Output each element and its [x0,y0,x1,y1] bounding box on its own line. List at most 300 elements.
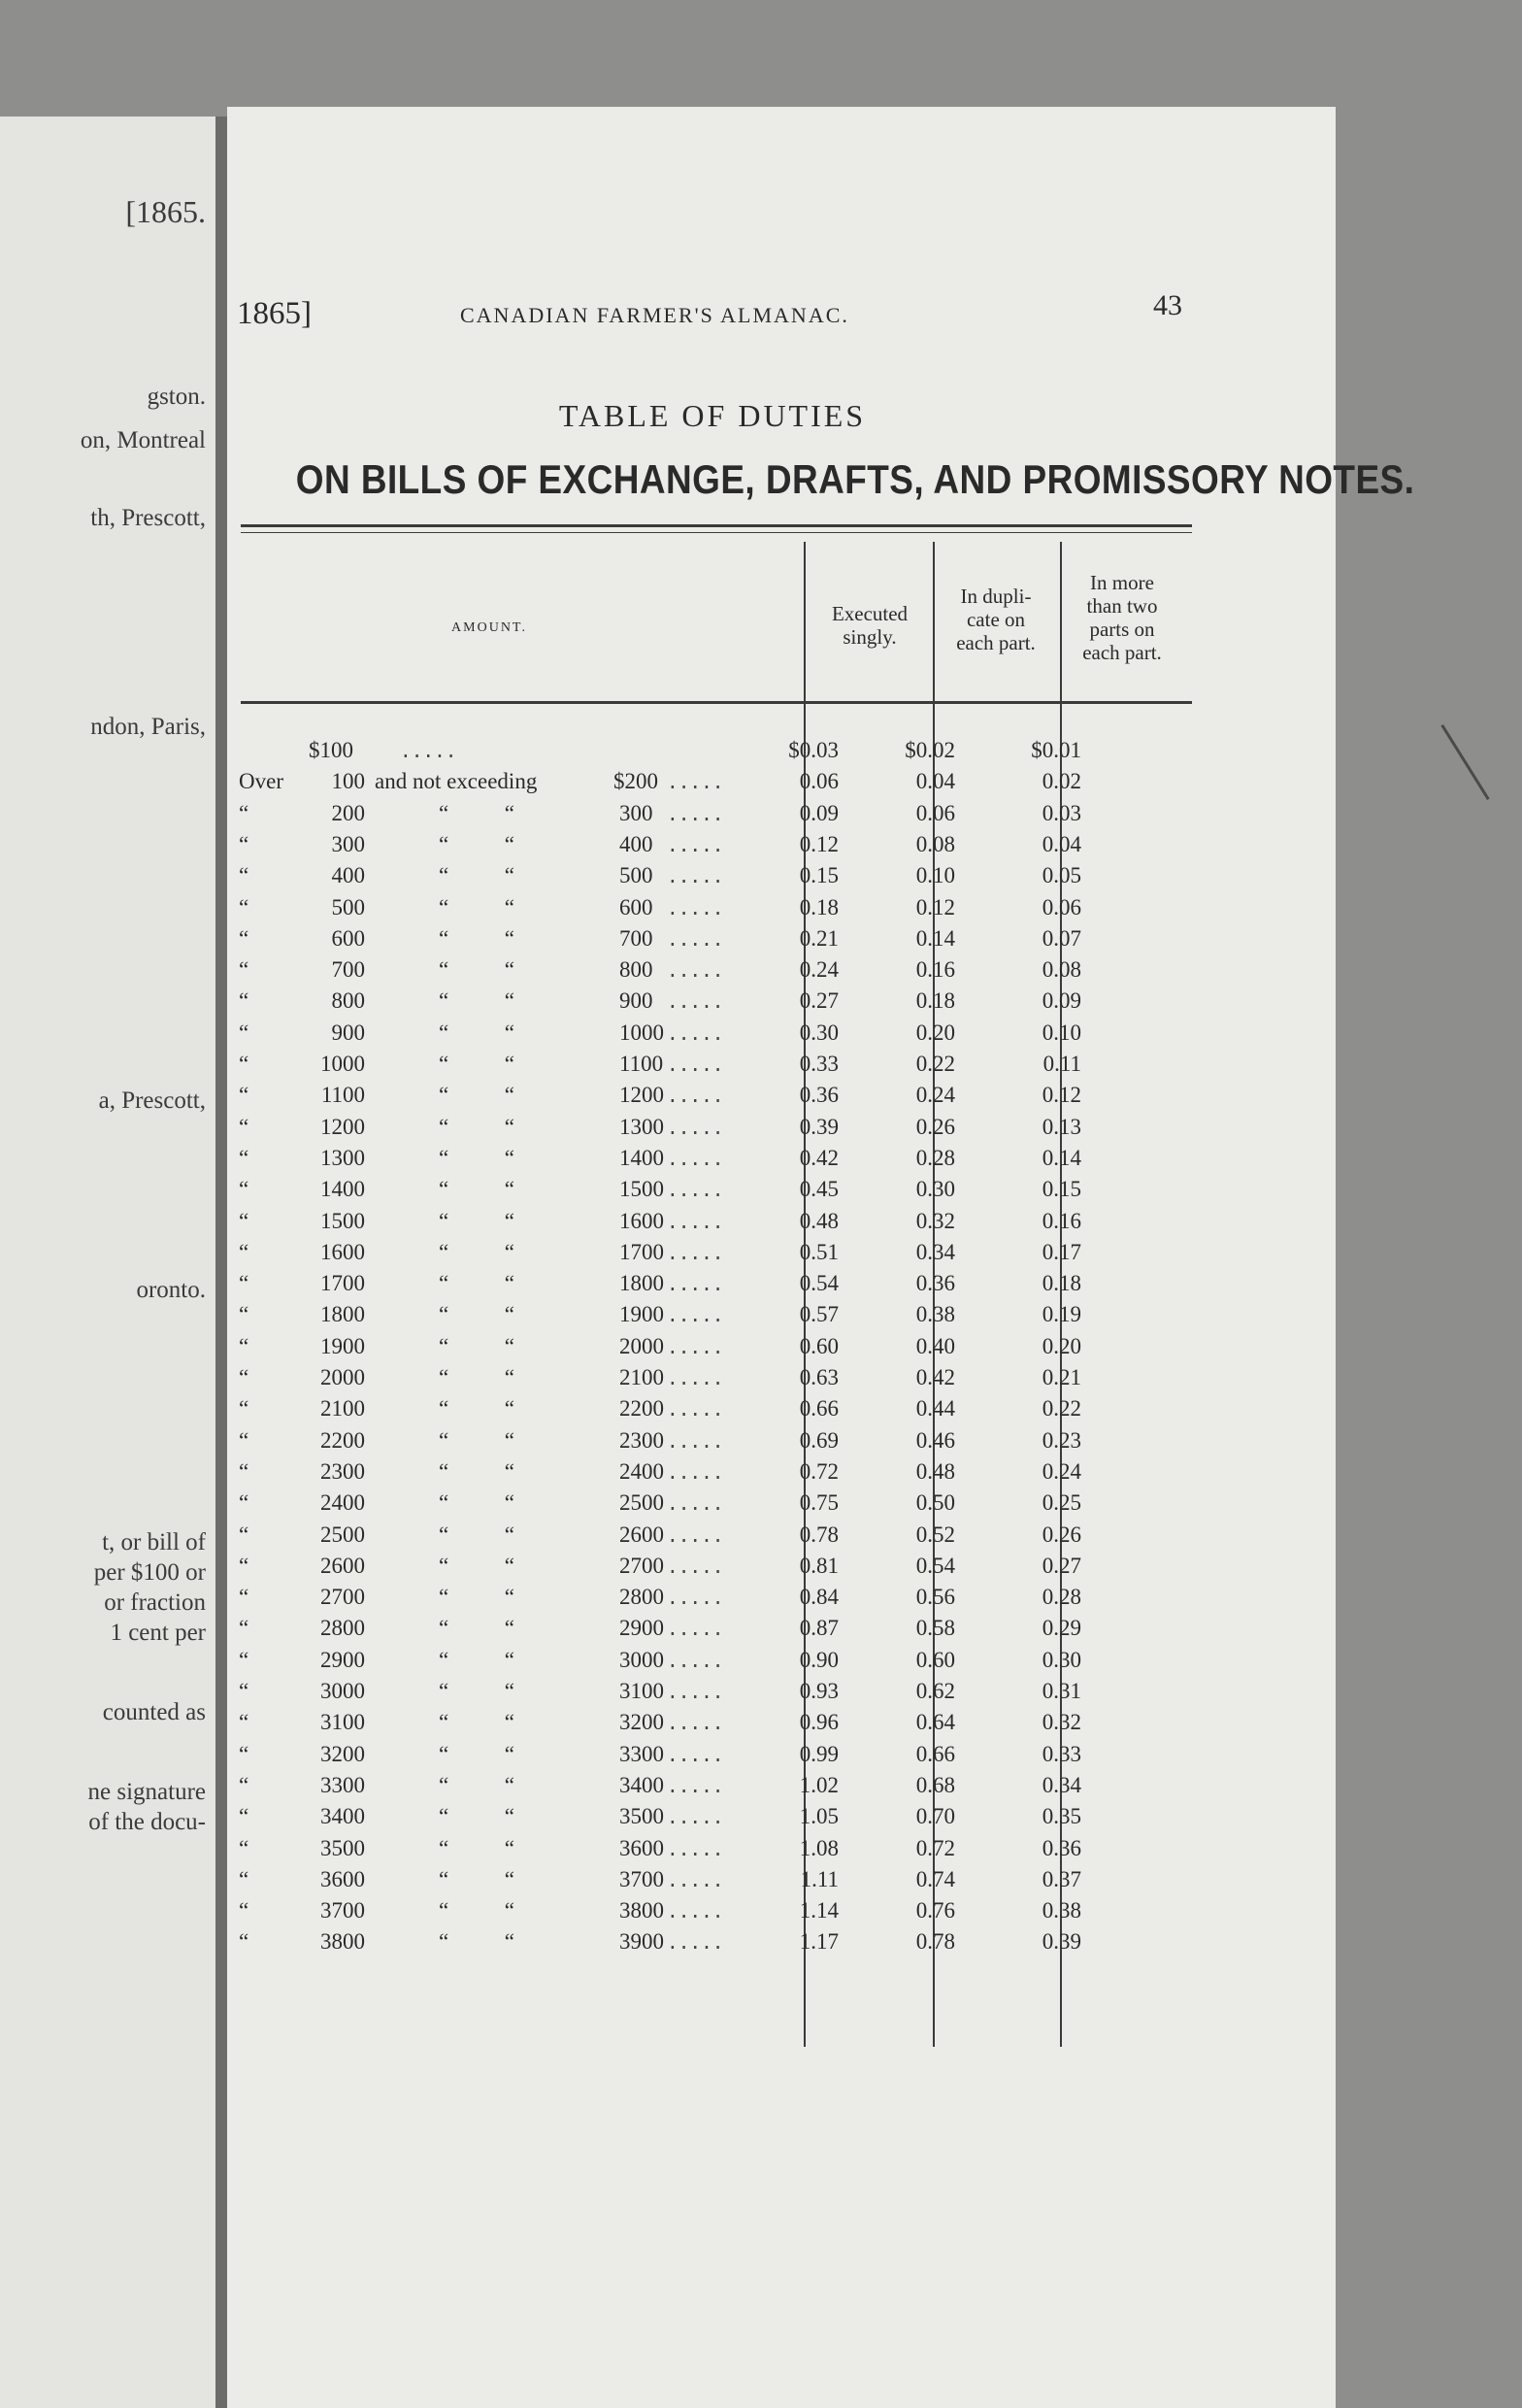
row-duty-single: 0.12 [799,831,839,856]
row-duty-more: 0.24 [1042,1458,1081,1484]
row-duty-single: 0.87 [799,1616,839,1641]
table-row [227,1083,1336,1114]
table-row [227,895,1336,926]
row-duty-more: 0.16 [1042,1208,1081,1233]
row-connector: “ “ [439,1365,514,1389]
table-row [227,1490,1336,1522]
row-duty-duplicate: 0.20 [915,1020,955,1045]
dot-leader: ․․․․․ [402,738,459,762]
table-row [227,1240,1336,1271]
row-duty-duplicate: 0.70 [915,1804,955,1829]
row-amount-from: $100 [309,738,353,762]
row-connector: “ “ [439,1866,514,1891]
dot-leader: ․․․․․ [669,925,726,951]
row-connector: “ “ [439,1679,514,1703]
row-connector: “ “ [439,1302,514,1327]
row-amount-to: 3000 [619,1647,664,1672]
row-connector: “ “ [439,988,514,1014]
row-connector: “ “ [439,1239,514,1264]
row-amount-from: 3400 [320,1804,365,1829]
row-prefix: “ [239,957,249,983]
facing-page-line: th, Prescott, [90,505,206,531]
dot-leader: ․․․․․ [669,1302,726,1327]
facing-page-line: of the docu- [88,1809,206,1835]
header-top-rule [241,524,1192,527]
row-duty-more: $0.01 [1031,738,1081,762]
row-amount-from: 2500 [320,1522,365,1547]
row-duty-duplicate: 0.76 [915,1898,955,1923]
row-duty-single: 0.63 [799,1365,839,1389]
row-amount-to: 3900 [619,1929,664,1955]
column-header-single: Executed singly. [831,602,909,649]
row-duty-single: 0.33 [799,1052,839,1076]
table-row [227,832,1336,863]
dot-leader: ․․․․․ [669,1929,726,1955]
row-prefix: “ [239,988,249,1014]
table-row [227,1020,1336,1052]
row-duty-duplicate: 0.28 [915,1145,955,1170]
row-duty-single: 0.96 [799,1710,839,1735]
dot-leader: ․․․․․ [669,1208,726,1233]
dot-leader: ․․․․․ [669,1114,726,1139]
row-duty-duplicate: 0.14 [915,925,955,951]
row-amount-to: 1500 [619,1177,664,1202]
row-connector: “ “ [439,1585,514,1610]
row-duty-more: 0.35 [1042,1804,1081,1829]
row-amount-to: 600 [619,894,653,920]
row-connector: “ “ [439,1522,514,1547]
row-duty-single: 0.84 [799,1585,839,1610]
column-header-more: In more than two parts on each part. [1082,571,1162,664]
table-row [227,1522,1336,1554]
dot-leader: ․․․․․ [669,1083,726,1108]
row-duty-more: 0.21 [1042,1365,1081,1389]
pencil-mark [1440,724,1489,800]
row-amount-to: 2300 [619,1427,664,1453]
row-duty-single: 0.93 [799,1679,839,1703]
table-row [227,1710,1336,1741]
row-duty-single: 0.78 [799,1522,839,1547]
row-amount-from: 2100 [320,1396,365,1421]
row-duty-duplicate: 0.60 [915,1647,955,1672]
row-duty-more: 0.25 [1042,1490,1081,1516]
row-connector: “ “ [439,1083,514,1108]
row-duty-duplicate: 0.58 [915,1616,955,1641]
row-prefix: “ [239,1365,249,1389]
running-title: CANADIAN FARMER'S ALMANAC. [460,303,849,327]
row-amount-from: 1500 [320,1208,365,1233]
table-row [227,1334,1336,1365]
table-row [227,926,1336,957]
row-amount-from: 1700 [320,1271,365,1296]
row-duty-more: 0.39 [1042,1929,1081,1955]
row-amount-to: 1900 [619,1302,664,1327]
row-amount-from: 3200 [320,1741,365,1766]
row-prefix: “ [239,1929,249,1955]
dot-leader: ․․․․․ [669,1458,726,1484]
row-connector: “ “ [439,1271,514,1296]
row-amount-to: 900 [619,988,653,1014]
row-duty-duplicate: 0.06 [915,800,955,825]
row-amount-to: 300 [619,800,653,825]
table-row [227,1836,1336,1867]
row-duty-more: 0.19 [1042,1302,1081,1327]
row-duty-more: 0.20 [1042,1333,1081,1358]
row-prefix: “ [239,1333,249,1358]
row-duty-duplicate: 0.64 [915,1710,955,1735]
row-amount-to: 3600 [619,1835,664,1860]
row-duty-duplicate: 0.16 [915,957,955,983]
dot-leader: ․․․․․ [669,800,726,825]
row-duty-duplicate: 0.46 [915,1427,955,1453]
row-connector: “ “ [439,1458,514,1484]
row-prefix: “ [239,1835,249,1860]
row-duty-duplicate: 0.12 [915,894,955,920]
row-duty-duplicate: 0.08 [915,831,955,856]
row-duty-more: 0.12 [1042,1083,1081,1108]
row-duty-more: 0.03 [1042,800,1081,825]
row-amount-from: 1600 [320,1239,365,1264]
row-prefix: “ [239,1145,249,1170]
dot-leader: ․․․․․ [669,894,726,920]
row-amount-from: 1100 [320,1083,365,1108]
row-prefix: “ [239,1804,249,1829]
row-prefix: “ [239,1239,249,1264]
row-connector: “ “ [439,1177,514,1202]
row-amount-to: 2200 [619,1396,664,1421]
row-connector: “ “ [439,957,514,983]
row-duty-more: 0.06 [1042,894,1081,920]
row-duty-more: 0.13 [1042,1114,1081,1139]
header-top-rule-thin [241,532,1192,533]
row-duty-duplicate: 0.26 [915,1114,955,1139]
row-duty-duplicate: 0.56 [915,1585,955,1610]
row-duty-single: 0.42 [799,1145,839,1170]
table-row [227,1396,1336,1427]
facing-page-line: a, Prescott, [98,1087,206,1114]
row-duty-duplicate: 0.42 [915,1365,955,1389]
row-amount-from: 900 [331,1020,365,1045]
table-row [227,1459,1336,1490]
row-amount-from: 500 [331,894,365,920]
facing-page-line: t, or bill of [102,1529,206,1555]
row-amount-from: 2600 [320,1553,365,1578]
row-amount-to: 1100 [619,1052,664,1076]
row-duty-duplicate: 0.68 [915,1772,955,1797]
row-duty-more: 0.22 [1042,1396,1081,1421]
dot-leader: ․․․․․ [669,1052,726,1076]
row-connector: and not exceeding [375,769,538,794]
dot-leader: ․․․․․ [669,1020,726,1045]
table-row [227,957,1336,988]
row-connector: “ “ [439,1490,514,1516]
row-duty-duplicate: 0.30 [915,1177,955,1202]
row-duty-more: 0.23 [1042,1427,1081,1453]
row-amount-from: 2400 [320,1490,365,1516]
row-duty-more: 0.29 [1042,1616,1081,1641]
row-duty-duplicate: 0.38 [915,1302,955,1327]
row-duty-duplicate: 0.44 [915,1396,955,1421]
table-row [227,1742,1336,1773]
dot-leader: ․․․․․ [669,831,726,856]
row-amount-to: 3400 [619,1772,664,1797]
row-duty-more: 0.08 [1042,957,1081,983]
row-amount-from: 700 [331,957,365,983]
row-prefix: “ [239,1396,249,1421]
row-duty-single: 0.51 [799,1239,839,1264]
dot-leader: ․․․․․ [669,1522,726,1547]
row-duty-single: 0.66 [799,1396,839,1421]
row-duty-duplicate: 0.72 [915,1835,955,1860]
row-amount-from: 2900 [320,1647,365,1672]
row-duty-single: 0.72 [799,1458,839,1484]
facing-page-line: ndon, Paris, [90,714,206,740]
row-duty-more: 0.30 [1042,1647,1081,1672]
row-duty-single: 0.24 [799,957,839,983]
row-amount-to: $200 [613,769,658,794]
row-connector: “ “ [439,1741,514,1766]
row-amount-to: 1300 [619,1114,664,1139]
row-connector: “ “ [439,831,514,856]
row-connector: “ “ [439,863,514,888]
row-amount-from: 400 [331,863,365,888]
row-amount-to: 2500 [619,1490,664,1516]
dot-leader: ․․․․․ [669,957,726,983]
row-duty-duplicate: 0.62 [915,1679,955,1703]
row-duty-more: 0.14 [1042,1145,1081,1170]
row-duty-more: 0.11 [1042,1052,1081,1076]
row-duty-single: 1.11 [800,1866,839,1891]
row-prefix: “ [239,894,249,920]
table-row [227,1804,1336,1835]
row-amount-to: 2400 [619,1458,664,1484]
row-amount-from: 3100 [320,1710,365,1735]
table-row [227,1929,1336,1960]
row-duty-duplicate: 0.10 [915,863,955,888]
row-duty-duplicate: 0.74 [915,1866,955,1891]
dot-leader: ․․․․․ [669,1396,726,1421]
row-prefix: “ [239,1647,249,1672]
row-prefix: “ [239,1458,249,1484]
row-duty-single: 1.08 [799,1835,839,1860]
table-row [227,1585,1336,1616]
row-connector: “ “ [439,1616,514,1641]
row-duty-duplicate: 0.36 [915,1271,955,1296]
row-prefix: “ [239,1114,249,1139]
row-amount-from: 3800 [320,1929,365,1955]
row-duty-duplicate: 0.22 [915,1052,955,1076]
row-amount-to: 2900 [619,1616,664,1641]
row-amount-to: 2000 [619,1333,664,1358]
row-amount-from: 800 [331,988,365,1014]
row-duty-single: 0.27 [799,988,839,1014]
row-amount-from: 2300 [320,1458,365,1484]
facing-page-line: gston. [147,384,206,410]
row-duty-single: 0.81 [799,1553,839,1578]
row-duty-more: 0.17 [1042,1239,1081,1264]
row-duty-duplicate: 0.48 [915,1458,955,1484]
row-duty-single: 1.05 [799,1804,839,1829]
row-amount-to: 1600 [619,1208,664,1233]
column-header-duplicate: In dupli- cate on each part. [956,585,1036,654]
table-row [227,769,1336,800]
row-amount-to: 2600 [619,1522,664,1547]
table-row [227,1052,1336,1083]
row-duty-more: 0.38 [1042,1898,1081,1923]
table-row [227,1271,1336,1302]
row-connector: “ “ [439,1333,514,1358]
row-amount-from: 3300 [320,1772,365,1797]
row-duty-more: 0.05 [1042,863,1081,888]
table-title: TABLE OF DUTIES [558,398,867,433]
row-duty-single: 0.15 [799,863,839,888]
table-row [227,863,1336,894]
row-duty-single: 0.57 [799,1302,839,1327]
facing-page-line: on, Montreal [80,427,206,453]
row-amount-to: 500 [619,863,653,888]
dot-leader: ․․․․․ [669,1490,726,1516]
table-row [227,1648,1336,1679]
row-prefix: “ [239,1898,249,1923]
row-duty-single: 0.60 [799,1333,839,1358]
row-amount-to: 3100 [619,1679,664,1703]
row-duty-more: 0.32 [1042,1710,1081,1735]
row-prefix: “ [239,1553,249,1578]
row-prefix: “ [239,863,249,888]
table-row [227,1428,1336,1459]
row-duty-more: 0.15 [1042,1177,1081,1202]
row-prefix: “ [239,1710,249,1735]
table-row [227,1115,1336,1146]
row-duty-single: 0.06 [799,769,839,794]
facing-page-line: counted as [102,1699,206,1725]
running-year: 1865] [237,296,312,331]
row-amount-to: 3200 [619,1710,664,1735]
row-prefix: “ [239,1585,249,1610]
dot-leader: ․․․․․ [669,1271,726,1296]
row-connector: “ “ [439,1396,514,1421]
row-amount-from: 3500 [320,1835,365,1860]
row-amount-from: 2000 [320,1365,365,1389]
row-duty-duplicate: 0.50 [915,1490,955,1516]
dot-leader: ․․․․․ [669,1333,726,1358]
table-row [227,1554,1336,1585]
row-duty-single: 0.69 [799,1427,839,1453]
row-connector: “ “ [439,1114,514,1139]
row-amount-to: 800 [619,957,653,983]
dot-leader: ․․․․․ [669,1835,726,1860]
row-prefix: “ [239,1020,249,1045]
row-duty-single: 0.99 [799,1741,839,1766]
dot-leader: ․․․․․ [669,1585,726,1610]
row-duty-duplicate: 0.52 [915,1522,955,1547]
row-duty-single: 0.36 [799,1083,839,1108]
row-prefix: “ [239,1083,249,1108]
table-row [227,1302,1336,1333]
row-duty-duplicate: 0.18 [915,988,955,1014]
row-amount-from: 600 [331,925,365,951]
row-prefix: “ [239,1208,249,1233]
dot-leader: ․․․․․ [669,1239,726,1264]
row-duty-single: 0.18 [799,894,839,920]
dot-leader: ․․․․․ [669,1145,726,1170]
row-duty-more: 0.37 [1042,1866,1081,1891]
row-duty-more: 0.28 [1042,1585,1081,1610]
row-amount-from: 100 [331,769,365,794]
dot-leader: ․․․․․ [669,769,726,794]
row-amount-from: 2200 [320,1427,365,1453]
dot-leader: ․․․․․ [669,1679,726,1703]
row-amount-from: 300 [331,831,365,856]
dot-leader: ․․․․․ [669,1804,726,1829]
row-duty-single: 0.90 [799,1647,839,1672]
row-amount-to: 3800 [619,1898,664,1923]
row-connector: “ “ [439,800,514,825]
table-row [227,1898,1336,1929]
row-amount-from: 3000 [320,1679,365,1703]
row-amount-to: 1000 [619,1020,664,1045]
row-amount-to: 2100 [619,1365,664,1389]
page-gutter [215,117,227,2408]
row-duty-single: 0.09 [799,800,839,825]
row-duty-more: 0.33 [1042,1741,1081,1766]
row-prefix: “ [239,1177,249,1202]
row-duty-duplicate: 0.54 [915,1553,955,1578]
table-row [227,1867,1336,1898]
table-row [227,1209,1336,1240]
row-duty-single: 1.14 [799,1898,839,1923]
row-duty-duplicate: $0.02 [905,738,955,762]
row-amount-to: 2700 [619,1553,664,1578]
row-amount-from: 1400 [320,1177,365,1202]
table-row [227,988,1336,1020]
row-duty-more: 0.26 [1042,1522,1081,1547]
row-amount-to: 700 [619,925,653,951]
dot-leader: ․․․․․ [669,1710,726,1735]
dot-leader: ․․․․․ [669,1553,726,1578]
table-row [227,801,1336,832]
row-prefix: “ [239,1866,249,1891]
dot-leader: ․․․․․ [669,1898,726,1923]
row-duty-single: 0.54 [799,1271,839,1296]
row-amount-to: 3300 [619,1741,664,1766]
table-row [227,738,1336,769]
row-duty-more: 0.10 [1042,1020,1081,1045]
row-duty-more: 0.36 [1042,1835,1081,1860]
row-prefix: “ [239,1741,249,1766]
row-connector: “ “ [439,1710,514,1735]
row-duty-duplicate: 0.78 [915,1929,955,1955]
row-amount-from: 1800 [320,1302,365,1327]
row-connector: “ “ [439,1898,514,1923]
row-prefix: “ [239,1490,249,1516]
row-duty-more: 0.27 [1042,1553,1081,1578]
facing-page-line: [1865. [125,194,206,229]
dot-leader: ․․․․․ [669,1772,726,1797]
row-amount-to: 1400 [619,1145,664,1170]
row-amount-to: 3500 [619,1804,664,1829]
row-prefix: “ [239,1302,249,1327]
facing-page-line: oronto. [136,1277,206,1303]
row-amount-to: 1800 [619,1271,664,1296]
row-duty-more: 0.09 [1042,988,1081,1014]
row-prefix: “ [239,831,249,856]
row-connector: “ “ [439,925,514,951]
row-amount-from: 3600 [320,1866,365,1891]
row-connector: “ “ [439,894,514,920]
row-amount-to: 1700 [619,1239,664,1264]
row-amount-from: 1000 [320,1052,365,1076]
